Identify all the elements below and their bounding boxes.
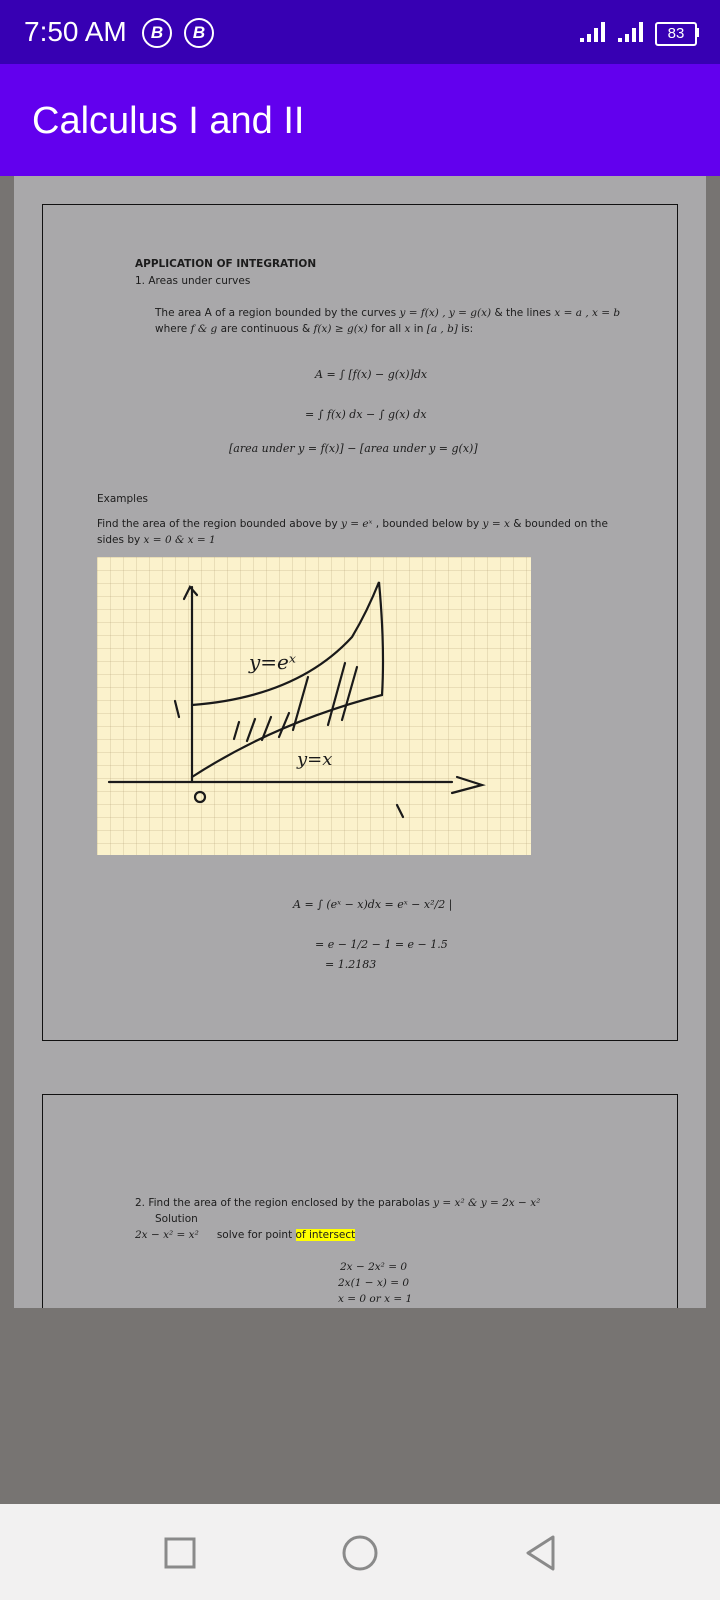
solution-line-1: A = ∫ (eˣ − x)dx = eˣ − x²/2 |: [293, 898, 453, 911]
x-axis-arrow: [452, 777, 482, 793]
formula-split-integrals: = ∫ f(x) dx − ∫ g(x) dx: [305, 408, 427, 421]
square-icon: [163, 1536, 197, 1570]
data-saver-icon: B: [184, 18, 214, 48]
battery-icon: 83: [655, 22, 697, 46]
list-item-1: 1. Areas under curves: [135, 275, 251, 287]
curve-exp: [192, 582, 383, 705]
battery-tip: [696, 28, 699, 37]
definition-line-2: where f & g are continuous & f(x) ≥ g(x) for all x in [a , b] is:: [155, 323, 474, 335]
triangle-back-icon: [523, 1534, 557, 1572]
equation-1: 2x − 2x² = 0: [340, 1261, 408, 1273]
solution-line-2: = e − 1/2 − 1 = e − 1.5: [315, 938, 448, 951]
app-title: Calculus I and II: [32, 100, 305, 142]
signal-icon: [580, 20, 614, 44]
examples-label: Examples: [97, 493, 149, 505]
status-bar: [0, 0, 720, 64]
list-item-2: 2. Find the area of the region enclosed by the parabolas y = x² & y = 2x − x²: [135, 1197, 541, 1209]
label-y-equals-ex: y=eˣ: [249, 650, 296, 674]
definition-line-1: The area A of a region bounded by the curves y = f(x) , y = g(x) & the lines x = a , x = b: [155, 307, 621, 319]
back-button[interactable]: [515, 1528, 565, 1578]
solution-result: = 1.2183: [325, 958, 377, 971]
sketch-image: [97, 557, 531, 855]
data-saver-icon: B: [142, 18, 172, 48]
formula-integral-difference: A = ∫ [f(x) − g(x)]dx: [315, 368, 428, 381]
solution-label: Solution: [155, 1213, 198, 1225]
formula-area-description: [area under y = f(x)] − [area under y = g(x)]: [229, 442, 478, 455]
signal-icon: [618, 20, 652, 44]
intersection-step: 2x − x² = x² solve for point of intersect: [135, 1229, 356, 1241]
section-heading: APPLICATION OF INTEGRATION: [135, 258, 317, 270]
circle-icon: [341, 1534, 379, 1572]
highlighted-text: of intersect: [295, 1229, 356, 1241]
viewer-empty-area: [0, 1308, 720, 1504]
navigation-bar: [0, 1504, 720, 1600]
area-sketch-drawing: [97, 557, 531, 855]
example-line-1: Find the area of the region bounded above by y = eˣ , bounded below by y = x & bounded on the: [97, 518, 608, 530]
example-line-2: sides by x = 0 & x = 1: [97, 534, 216, 546]
home-button[interactable]: [335, 1528, 385, 1578]
document-page-1: [42, 204, 678, 1041]
recents-button[interactable]: [155, 1528, 205, 1578]
pdf-viewer[interactable]: [14, 176, 706, 1308]
label-y-equals-x: y=x: [297, 749, 333, 770]
equation-3: x = 0 or x = 1: [338, 1293, 413, 1305]
line-y-equals-x: [192, 695, 382, 777]
y-axis-arrow: [184, 587, 197, 599]
app-bar: [0, 64, 720, 176]
status-time: 7:50 AM: [24, 16, 127, 47]
equation-2: 2x(1 − x) = 0: [338, 1277, 410, 1289]
document-page-2: [42, 1094, 678, 1308]
